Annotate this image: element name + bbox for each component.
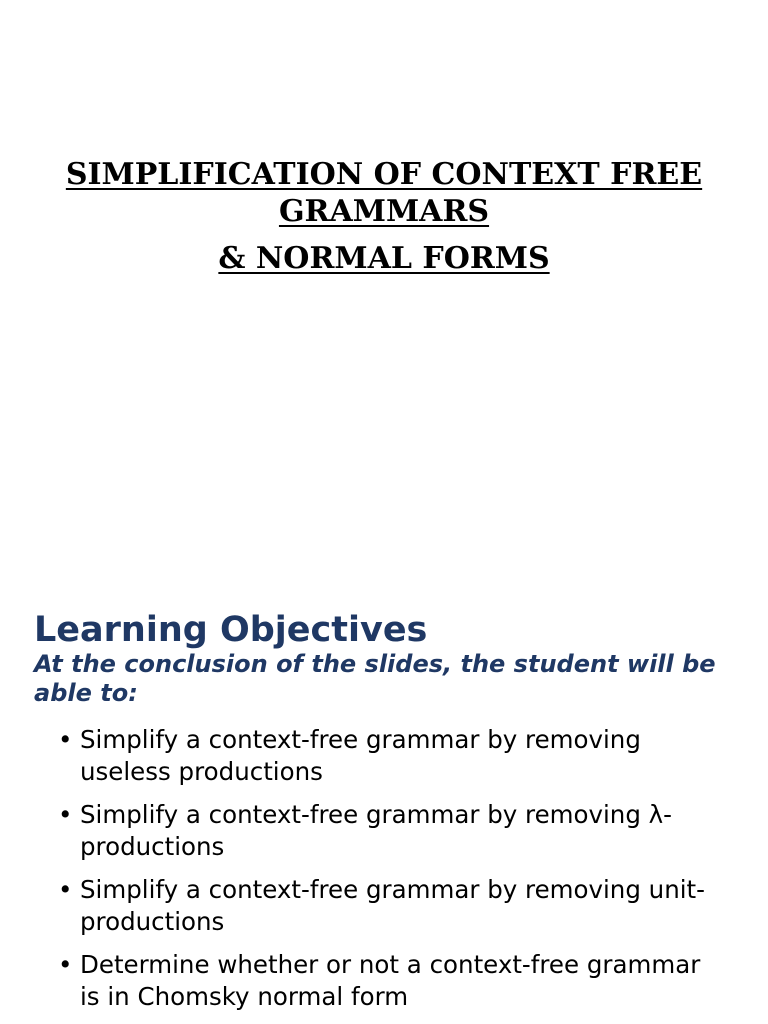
objectives-list [58, 724, 708, 1024]
slide-title [40, 156, 728, 277]
list-item [58, 949, 708, 1013]
title-line-2-text: & NORMAL FORMS [218, 241, 550, 276]
title-line-2 [40, 240, 728, 277]
objectives-subheading: At the conclusion of the slides, the student will be able to: [34, 650, 716, 707]
list-item-text: Simplify a context-free grammar by removing useless productions [80, 725, 641, 786]
list-item-text: Determine whether or not a context-free grammar is in Chomsky normal form [80, 950, 701, 1011]
list-item-text: Simplify a context-free grammar by removing λ-productions [80, 800, 673, 861]
objectives-slide [0, 576, 768, 1024]
list-item [58, 724, 708, 788]
bullet-icon: • [58, 725, 73, 754]
objectives-heading: Learning Objectives [34, 610, 428, 650]
list-item [58, 874, 708, 938]
bullet-icon: • [58, 875, 73, 904]
bullet-icon: • [58, 800, 73, 829]
bullet-icon: • [58, 950, 73, 979]
title-line-1-text: SIMPLIFICATION OF CONTEXT FREE GRAMMARS [65, 157, 703, 229]
list-item [58, 799, 708, 863]
list-item-text: Simplify a context-free grammar by removing unit-productions [80, 875, 705, 936]
title-line-1 [40, 156, 728, 230]
